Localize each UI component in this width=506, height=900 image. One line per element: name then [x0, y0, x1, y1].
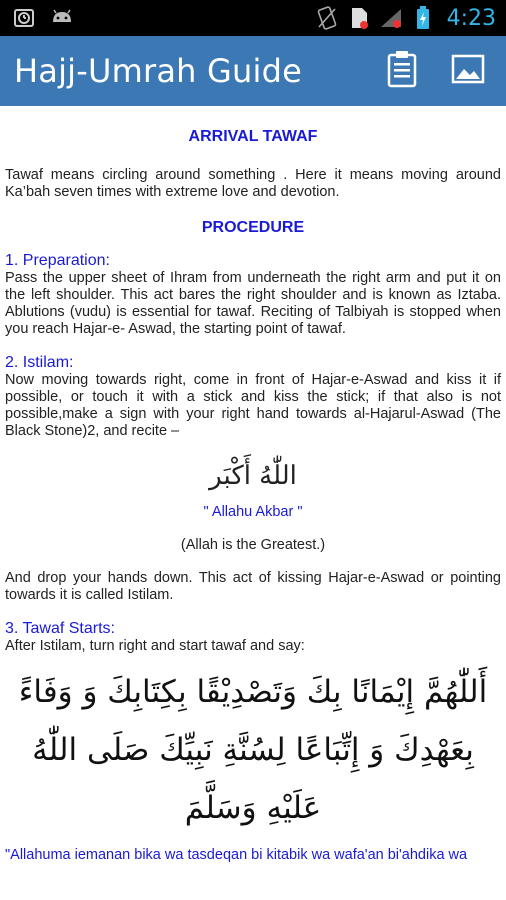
- status-bar: [0, 0, 506, 36]
- arabic-dua-line-2: بِعَهْدِكَ وَ إِتِّبَاعًا لِسُنَّةِ نَبِيِّكَ صَلَى اللّٰهُ عَلَيْهِ وَسَلَّمَ: [32, 732, 474, 826]
- step-1-text: Pass the upper sheet of Ihram from underneath the right arm and put it on the left shoulder. This act bares the right shoulder and is known as Iztaba. Ablutions (vudu) is essential for tawaf. Reciting of Talbiyah is stopped when you reach Hajar-e- Aswad, the starting point of tawaf.: [5, 270, 501, 337]
- arabic-takbir: اللّٰهُ أَكْبَر: [209, 461, 297, 491]
- image-button[interactable]: [450, 51, 486, 91]
- battery-charging-icon: [411, 6, 435, 30]
- alarm-clock-icon: [12, 6, 36, 30]
- takbir-transliteration: " Allahu Akbar ": [203, 504, 303, 520]
- android-icon: [50, 6, 74, 30]
- guide-content[interactable]: [0, 106, 506, 900]
- arabic-dua-line-1: أَللّٰهُمَّ إِيْمَانًا بِكَ وَتَصْدِيْقًا بِكِتَابِكَ وَ وَفَاءً: [18, 674, 488, 710]
- step-2-title: 2. Istilam:: [5, 354, 74, 371]
- image-icon: [451, 54, 485, 88]
- intro-text: Tawaf means circling around something . Here it means moving around Ka’bah seven times with extreme love and devotion.: [5, 167, 501, 200]
- step-1-title: 1. Preparation:: [5, 252, 110, 269]
- takbir-meaning: (Allah is the Greatest.): [180, 537, 326, 553]
- section-title: ARRIVAL TAWAF: [188, 128, 318, 145]
- app-title: Hajj-Umrah Guide: [14, 52, 302, 90]
- step-2-text: Now moving towards right, come in front of Hajar-e-Aswad and kiss it if possible, or touch it with a stick and kiss the stick; if that also is not possible,make a sign with your right hand towards al-Hajarul-Aswad (The Black Stone)2, and recite –: [5, 372, 501, 439]
- clipboard-button[interactable]: [384, 51, 420, 91]
- arabic-dua: [5, 663, 501, 837]
- action-bar: [0, 36, 506, 106]
- step-3-title: 3. Tawaf Starts:: [5, 620, 115, 637]
- procedure-heading: PROCEDURE: [201, 219, 305, 236]
- clock-time: 4:23: [446, 5, 496, 31]
- dua-transliteration: "Allahuma iemanan bika wa tasdeqan bi kitabik wa wafa'an bi'ahdika wa: [5, 847, 468, 863]
- step-3-text: After Istilam, turn right and start tawaf and say:: [5, 638, 305, 654]
- istilam-text: And drop your hands down. This act of kissing Hajar-e-Aswad or pointing towards it is called Istilam.: [5, 570, 501, 603]
- no-signal-icon: [315, 6, 339, 30]
- sim-icon: [347, 6, 371, 30]
- clipboard-icon: [387, 50, 417, 92]
- signal-icon: [379, 6, 403, 30]
